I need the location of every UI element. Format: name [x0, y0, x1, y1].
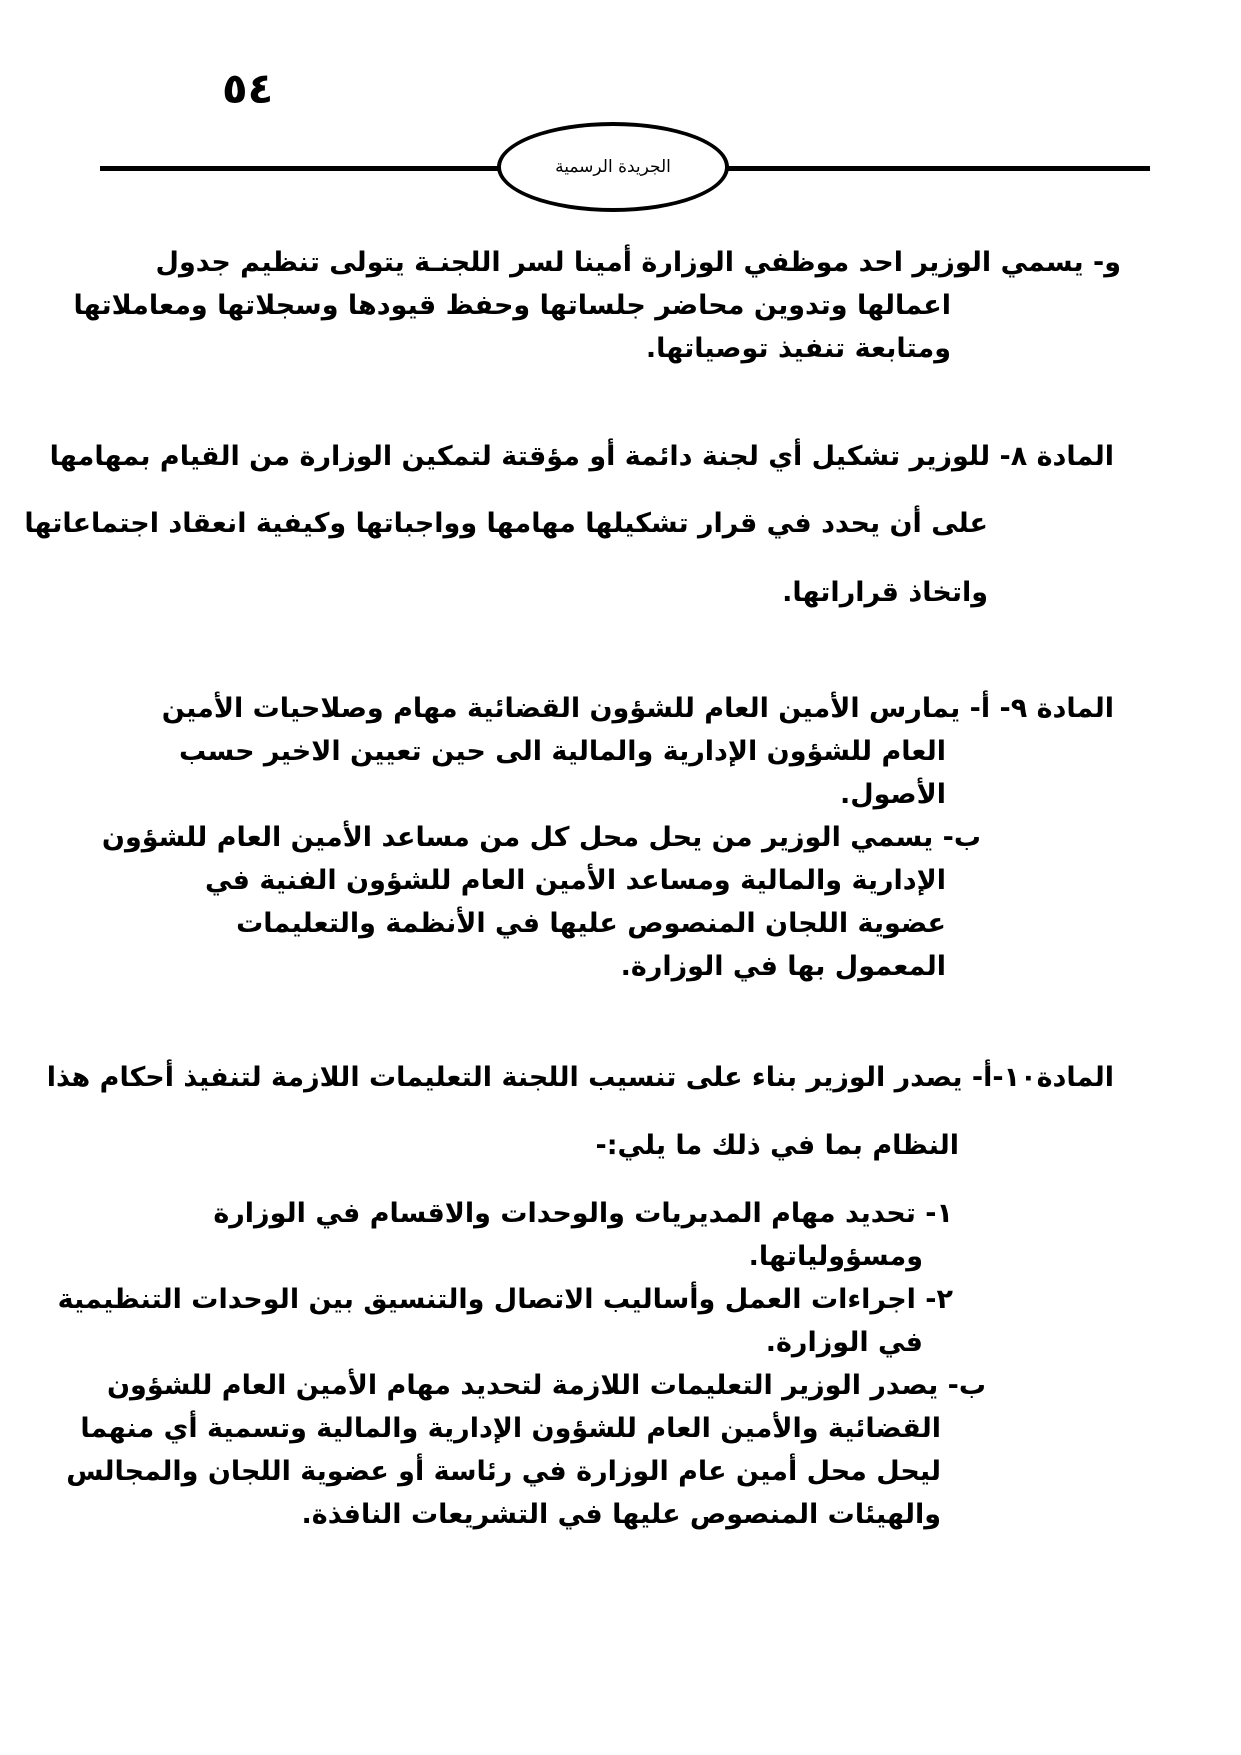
- article-8-line-2: على أن يحدد في قرار تشكيلها مهامها وواجباتها وكيفية انعقاد اجتماعاتها: [24, 508, 988, 539]
- article-9-line-4: ب- يسمي الوزير من يحل محل كل من مساعد الأمين العام للشؤون: [101, 822, 981, 853]
- article-10-line-2: النظام بما في ذلك ما يلي:-: [595, 1130, 959, 1161]
- article-10-line-4: ومسؤولياتها.: [748, 1241, 923, 1272]
- article-10-line-10: والهيئات المنصوص عليها في التشريعات النافذة.: [301, 1499, 941, 1530]
- page-number: ٥٤: [222, 64, 274, 113]
- article-10-line-8: القضائية والأمين العام للشؤون الإدارية والمالية وتسمية أي منهما: [80, 1413, 941, 1444]
- article-9-line-3: الأصول.: [839, 779, 946, 810]
- article-10-line-3: ١- تحديد مهام المديريات والوحدات والاقسام في الوزارة: [213, 1198, 953, 1229]
- article-9-line-7: المعمول بها في الوزارة.: [620, 951, 946, 982]
- header-oval: [497, 122, 729, 212]
- clause-waw-line-3: ومتابعة تنفيذ توصياتها.: [645, 333, 951, 364]
- article-9-line-2: العام للشؤون الإدارية والمالية الى حين تعيين الاخير حسب: [179, 736, 946, 767]
- article-8-line-3: واتخاذ قراراتها.: [782, 577, 988, 608]
- clause-waw-line-1: و- يسمي الوزير احد موظفي الوزارة أمينا لسر اللجنـة يتولى تنظيم جدول: [155, 247, 1121, 278]
- article-10-line-7: ب- يصدر الوزير التعليمات اللازمة لتحديد مهام الأمين العام للشؤون: [107, 1370, 986, 1401]
- article-10-line-1: المادة١٠-أ- يصدر الوزير بناء على تنسيب اللجنة التعليمات اللازمة لتنفيذ أحكام هذا: [46, 1062, 1114, 1093]
- article-10-line-5: ٢- اجراءات العمل وأساليب الاتصال والتنسيق بين الوحدات التنظيمية: [57, 1284, 953, 1315]
- article-8-line-1: المادة ٨- للوزير تشكيل أي لجنة دائمة أو مؤقتة لتمكين الوزارة من القيام بمهامها: [49, 441, 1114, 472]
- article-10-line-9: ليحل محل أمين عام الوزارة في رئاسة أو عضوية اللجان والمجالس: [66, 1456, 941, 1487]
- article-10-line-6: في الوزارة.: [765, 1327, 923, 1358]
- gazette-title: الجريدة الرسمية: [555, 157, 671, 177]
- article-9-line-5: الإدارية والمالية ومساعد الأمين العام للشؤون الفنية في: [204, 865, 946, 896]
- article-9-line-1: المادة ٩- أ- يمارس الأمين العام للشؤون القضائية مهام وصلاحيات الأمين: [161, 693, 1114, 724]
- article-9-line-6: عضوية اللجان المنصوص عليها في الأنظمة والتعليمات: [236, 908, 946, 939]
- clause-waw-line-2: اعمالها وتدوين محاضر جلساتها وحفظ قيودها وسجلاتها ومعاملاتها: [73, 290, 951, 321]
